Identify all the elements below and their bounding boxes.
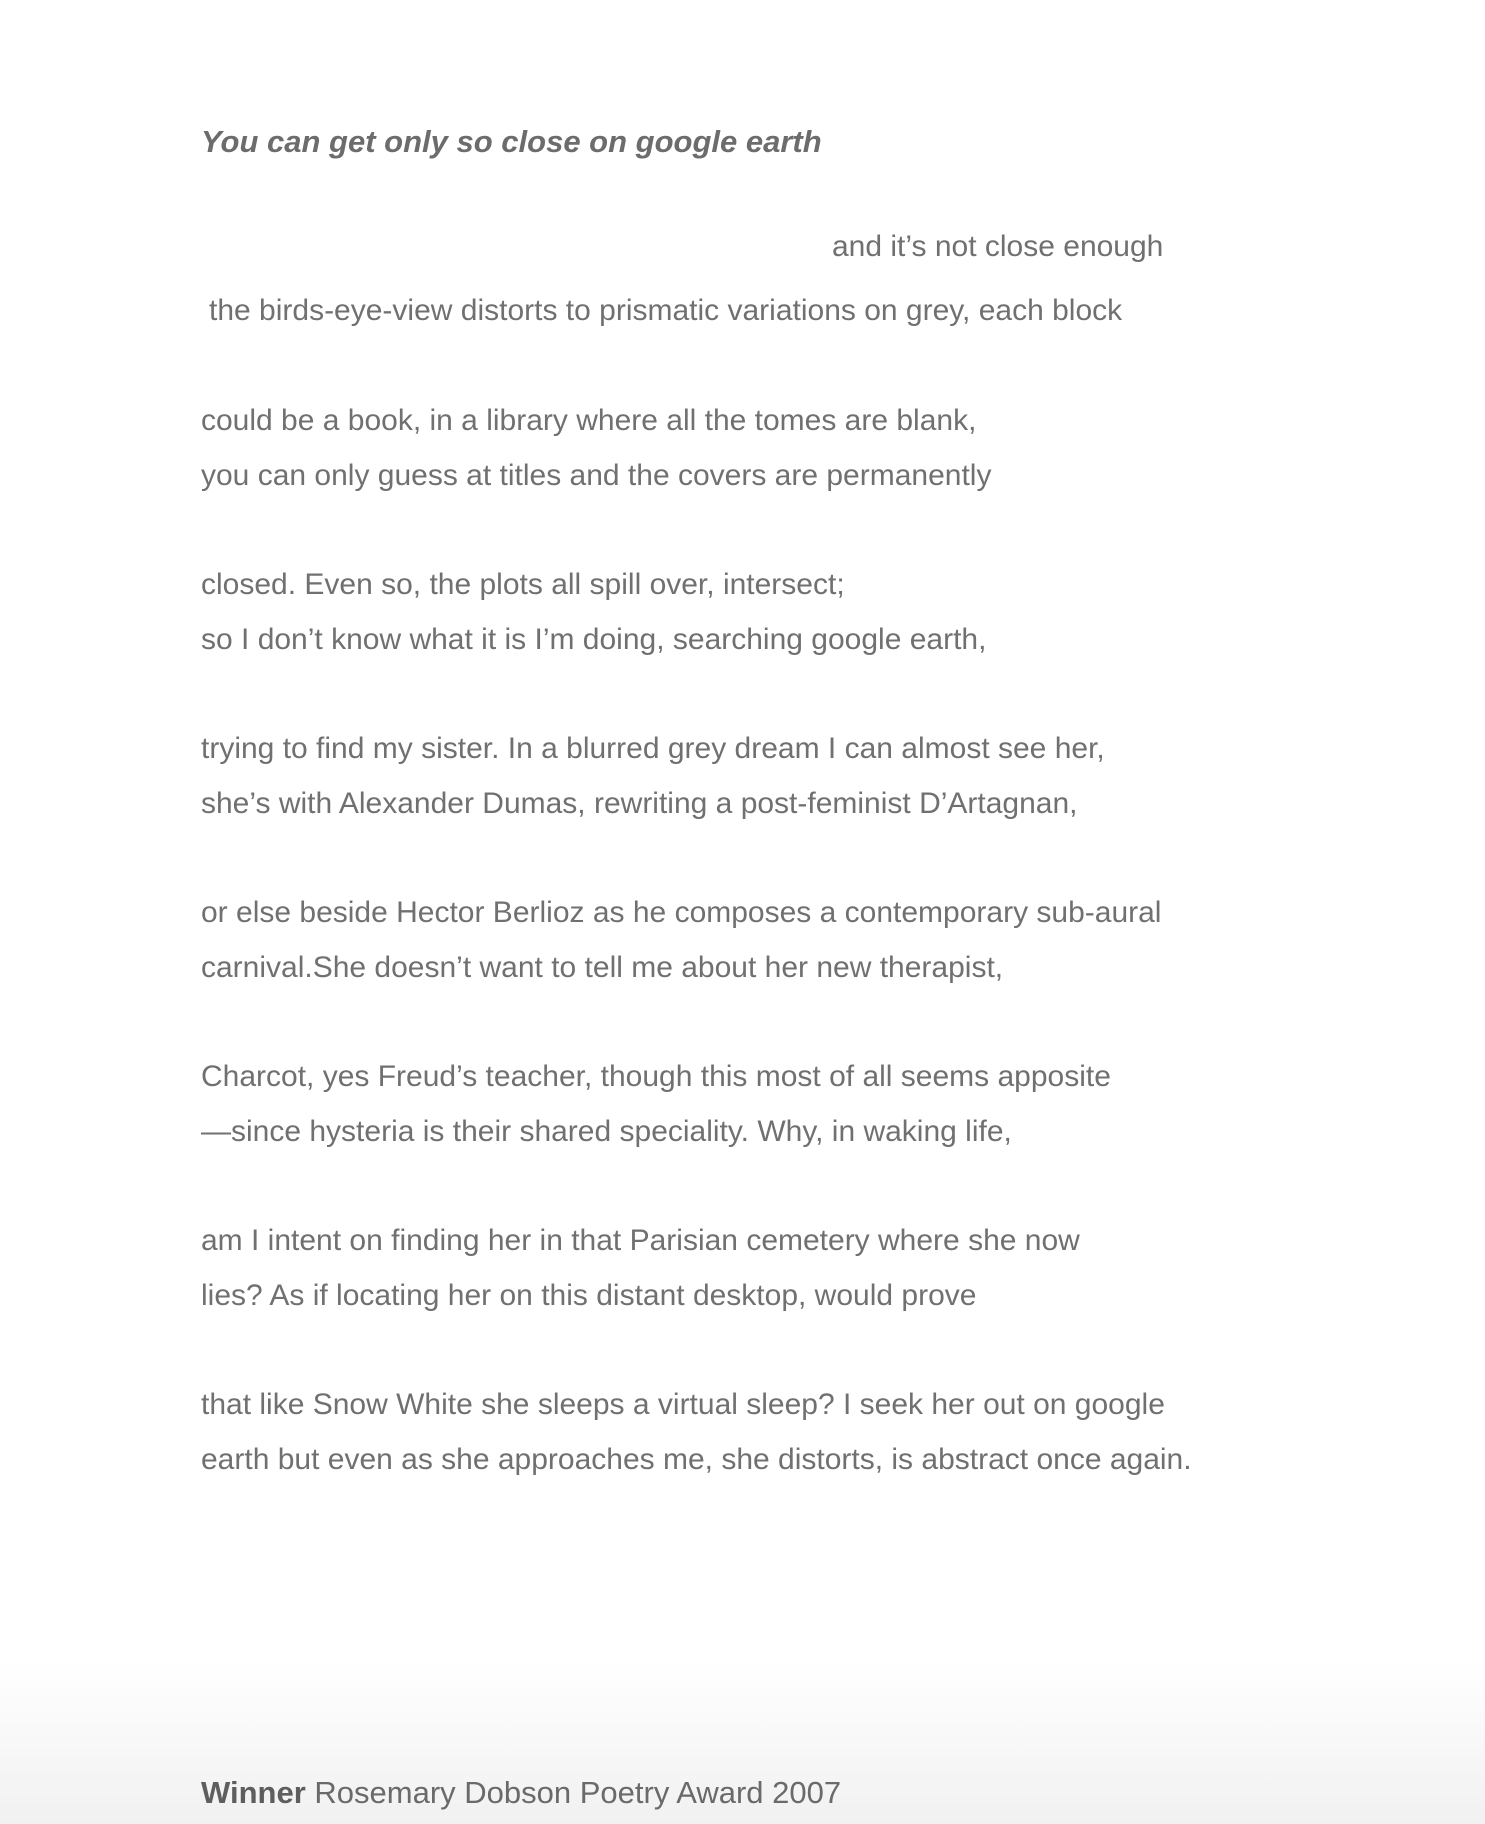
poem-line: or else beside Hector Berlioz as he composes a contemporary sub-aural bbox=[201, 896, 1162, 929]
poem-title: You can get only so close on google earth bbox=[201, 124, 822, 159]
poem-line: that like Snow White she sleeps a virtual sleep? I seek her out on google bbox=[201, 1388, 1165, 1421]
poem-line: you can only guess at titles and the covers are permanently bbox=[201, 459, 992, 492]
poem-line: Charcot, yes Freud’s teacher, though this most of all seems apposite bbox=[201, 1060, 1111, 1093]
poem-line: am I intent on finding her in that Parisian cemetery where she now bbox=[201, 1224, 1080, 1257]
poem-line: and it’s not close enough bbox=[832, 230, 1164, 263]
award-label: Winner bbox=[201, 1775, 306, 1810]
poem-line: trying to find my sister. In a blurred grey dream I can almost see her, bbox=[201, 732, 1105, 765]
poem-line: so I don’t know what it is I’m doing, searching google earth, bbox=[201, 623, 987, 656]
poem-line: carnival.She doesn’t want to tell me about her new therapist, bbox=[201, 951, 1004, 984]
award-credit bbox=[201, 1775, 841, 1811]
award-name: Rosemary Dobson Poetry Award 2007 bbox=[314, 1775, 842, 1810]
poem-line: —since hysteria is their shared speciality. Why, in waking life, bbox=[201, 1115, 1012, 1148]
poem-line: closed. Even so, the plots all spill over, intersect; bbox=[201, 568, 845, 601]
poem-line: could be a book, in a library where all the tomes are blank, bbox=[201, 404, 977, 437]
poem-line: earth but even as she approaches me, she distorts, is abstract once again. bbox=[201, 1443, 1192, 1476]
poem-line: the birds-eye-view distorts to prismatic variations on grey, each block bbox=[209, 294, 1123, 327]
poem-line: lies? As if locating her on this distant desktop, would prove bbox=[201, 1279, 977, 1312]
poem-line: she’s with Alexander Dumas, rewriting a post-feminist D’Artagnan, bbox=[201, 787, 1078, 820]
